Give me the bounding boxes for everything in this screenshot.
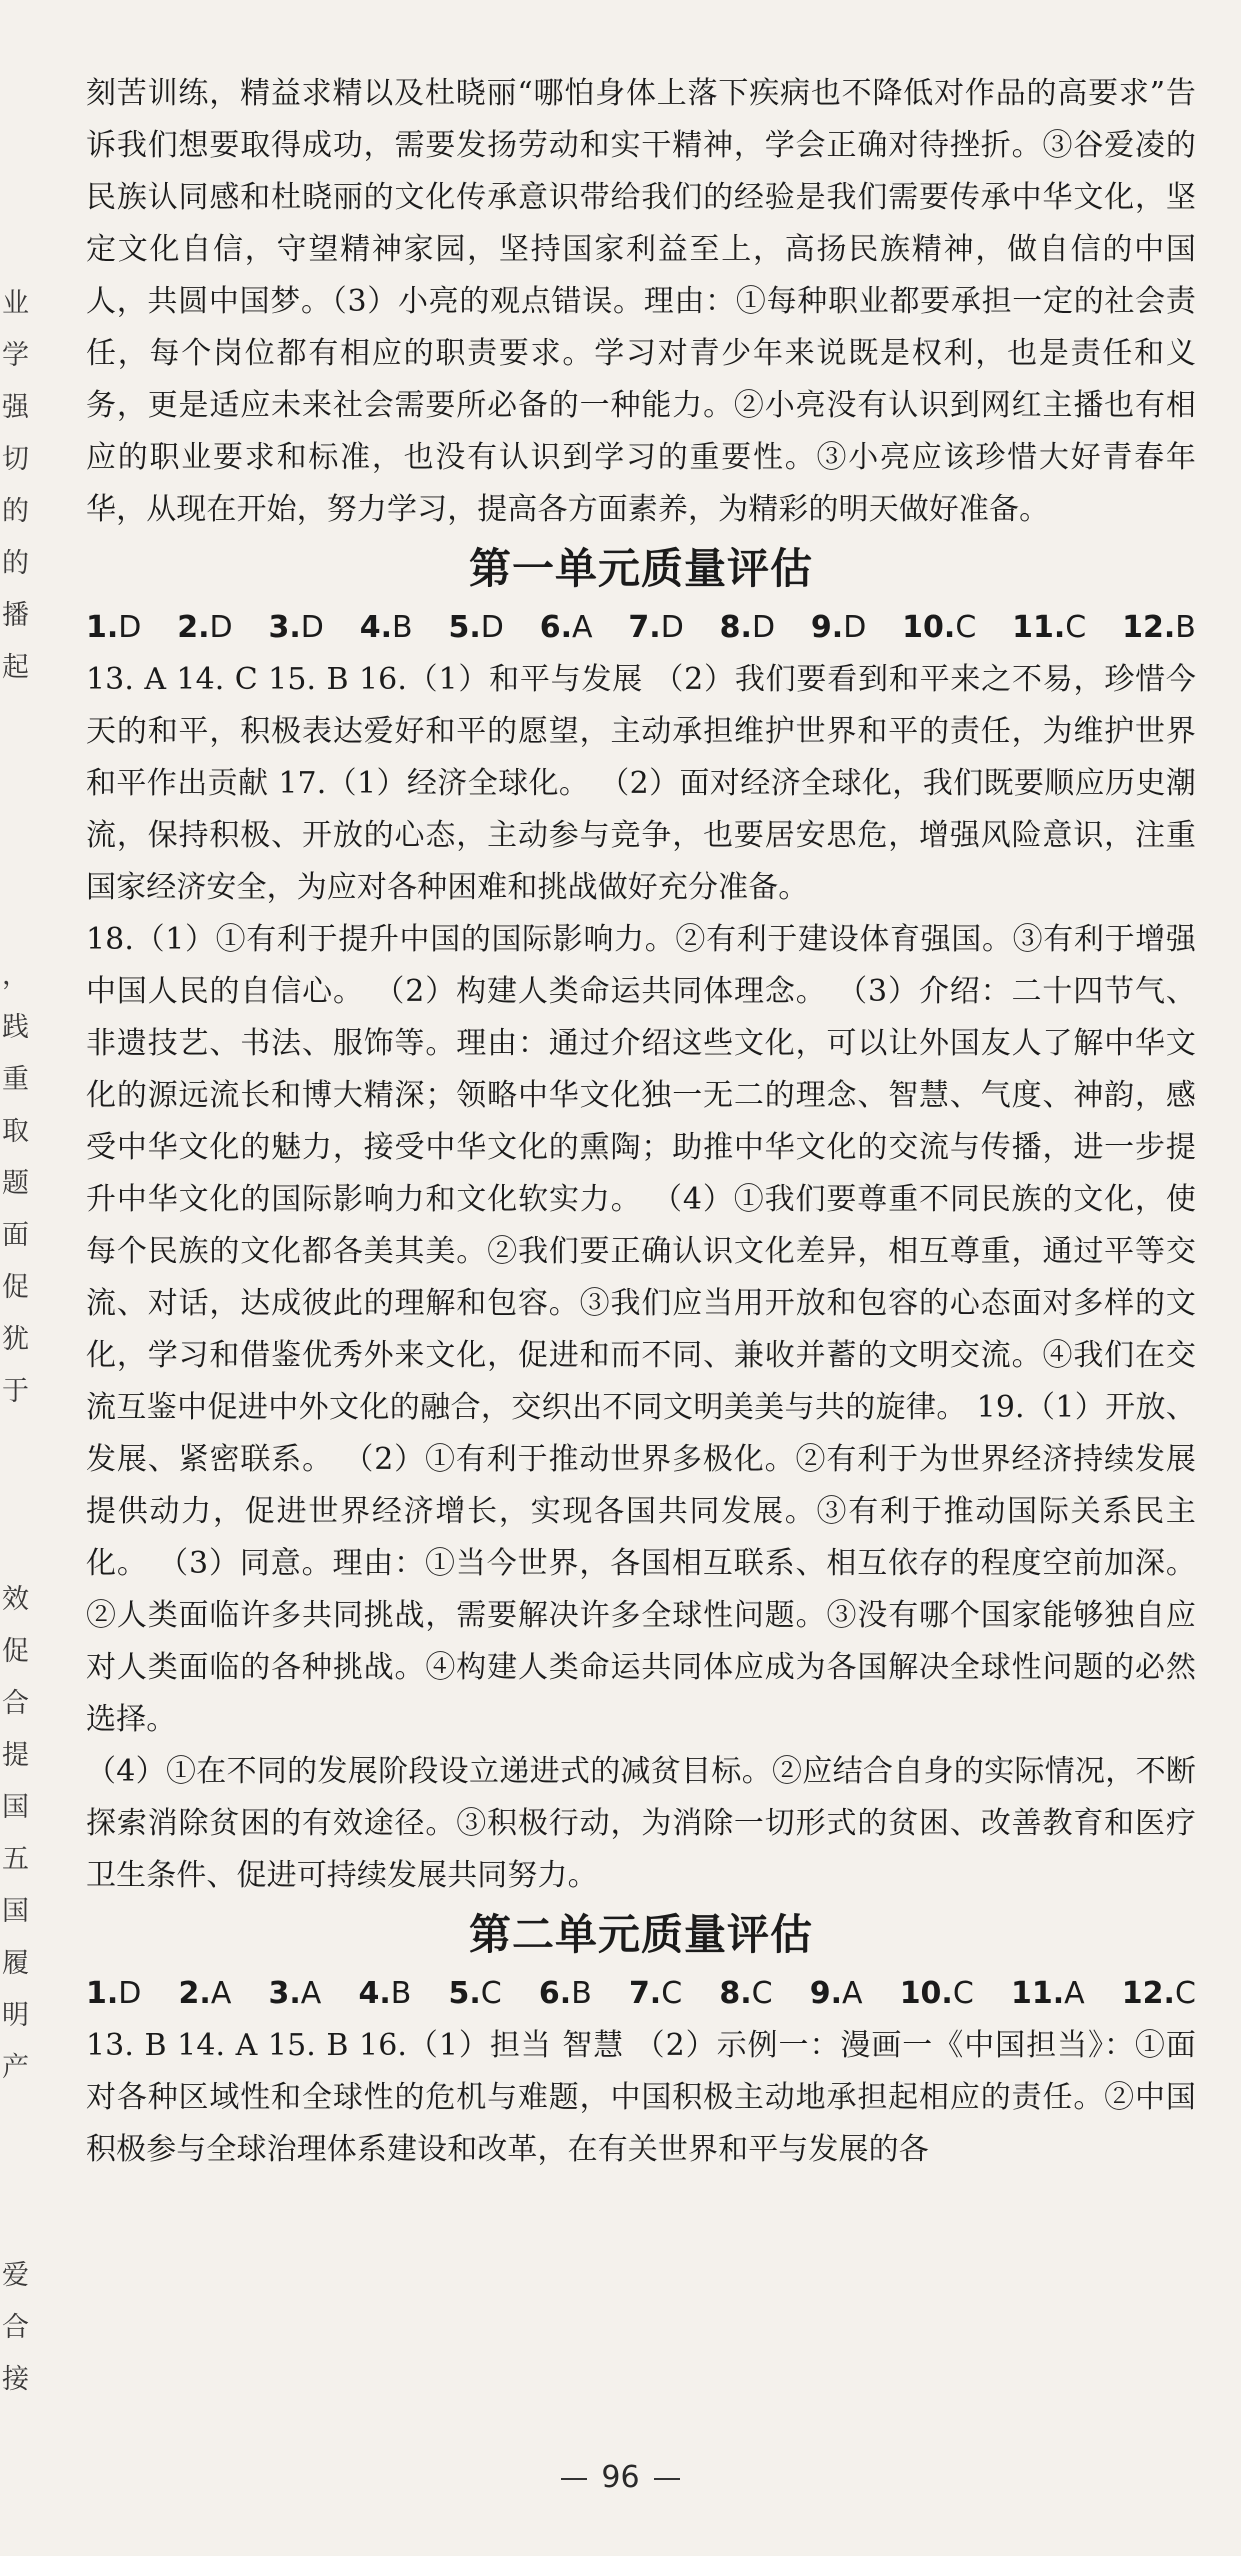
margin-char: 产 xyxy=(2,2052,29,2083)
choice-answer: 10.C xyxy=(899,1976,974,2011)
margin-char: 合 xyxy=(2,1688,29,1719)
choice-answer: 3.A xyxy=(268,1976,322,2011)
choice-answer: 1.D xyxy=(86,610,142,645)
choice-answer: 1.D xyxy=(86,1976,142,2011)
margin-char: 爱 xyxy=(2,2260,29,2291)
margin-char: 重 xyxy=(2,1064,29,1095)
margin-char: 促 xyxy=(2,1636,29,1667)
margin-char: 效 xyxy=(2,1584,29,1615)
unit2-title: 第二单元质量评估 xyxy=(468,1910,813,1959)
choice-answer: 2.A xyxy=(178,1976,232,2011)
margin-char: 促 xyxy=(2,1272,29,1303)
margin-char: 履 xyxy=(2,1948,29,1979)
unit1-answers-13-17: 13. A 14. C 15. B 16.（1）和平与发展 （2）我们要看到和平来之不易，珍惜今天的和平，积极表达爱好和平的愿望，主动承担维护世界和平的责任，为维护世界和平作出贡献 17.（1）经济全球化。 （2）面对经济全球化，我们既要顺应历史潮流，保持积极、开放的心态，主动参与竞争，也要居安思危，增强风险意识，注重国家经济安全，为应对各种困难和挑战做好充分准备。 xyxy=(86,662,1196,905)
choice-answer: 5.D xyxy=(448,610,504,645)
unit1-answer-19-4: （4）①在不同的发展阶段设立递进式的减贫目标。②应结合自身的实际情况，不断探索消除贫困的有效途径。③积极行动，为消除一切形式的贫困、改善教育和医疗卫生条件、促进可持续发展共同努力。 xyxy=(86,1754,1196,1893)
choice-answer: 12.C xyxy=(1121,1976,1196,2011)
margin-char: 题 xyxy=(2,1168,29,1199)
choice-answer: 4.B xyxy=(358,1976,412,2011)
choice-answer: 11.C xyxy=(1012,610,1087,645)
margin-char: 五 xyxy=(2,1844,29,1875)
unit1-answers-18-19: 18.（1）①有利于提升中国的国际影响力。②有利于建设体育强国。③有利于增强中国人民的自信心。 （2）构建人类命运共同体理念。 （3）介绍：二十四节气、非遗技艺、书法、服饰等。理由：通过介绍这些文化，可以让外国友人了解中华文化的源远流长和博大精深；领略中华文化独一无二的理念、智慧、气度、神韵，感受中华文化的魅力，接受中华文化的熏陶；助推中华文化的交流与传播，进一步提升中华文化的国际影响力和文化软实力。 （4）①我们要尊重不同民族的文化，使每个民族的文化都各美其美。②我们要正确认识文化差异，相互尊重，通过平等交流、对话，达成彼此的理解和包容。③我们应当用开放和包容的心态面对多样的文化，学习和借鉴优秀外来文化，促进和而不同、兼收并蓄的文明交流。④我们在交流互鉴中促进中外文化的融合，交织出不同文明美美与共的旋律。 19.（1）开放、发展、紧密联系。 （2）①有利于推动世界多极化。②有利于为世界经济持续发展提供动力，促进世界经济增长，实现各国共同发展。③有利于推动国际关系民主化。 （3）同意。理由：①当今世界，各国相互联系、相互依存的程度空前加深。②人类面临许多共同挑战，需要解决许多全球性问题。③没有哪个国家能够独自应对人类面临的各种挑战。④构建人类命运共同体应成为各国解决全球性问题的必然选择。 xyxy=(86,922,1196,1737)
margin-char: ， xyxy=(2,960,29,991)
choice-answer: 9.A xyxy=(809,1976,863,2011)
choice-answer: 7.C xyxy=(628,1976,683,2011)
margin-char: 面 xyxy=(2,1220,29,1251)
margin-char: 践 xyxy=(2,1012,29,1043)
margin-char: 犹 xyxy=(2,1324,29,1355)
margin-char: 接 xyxy=(2,2364,29,2395)
margin-char: 国 xyxy=(2,1792,29,1823)
unit2-choice-answers xyxy=(86,1968,1196,2020)
choice-answer: 10.C xyxy=(902,610,977,645)
choice-answer: 8.C xyxy=(719,1976,773,2011)
choice-answer: 6.B xyxy=(538,1976,592,2011)
answer-paragraph: 刻苦训练，精益求精以及杜晓丽“哪怕身体上落下疾病也不降低对作品的高要求”告诉我们想要取得成功，需要发扬劳动和实干精神，学会正确对待挫折。③谷爱凌的民族认同感和杜晓丽的文化传承意识带给我们的经验是我们需要传承中华文化，坚定文化自信，守望精神家园，坚持国家利益至上，高扬民族精神，做自信的中国人，共圆中国梦。（3）小亮的观点错误。理由：①每种职业都要承担一定的社会责任，每个岗位都有相应的职责要求。学习对青少年来说既是权利，也是责任和义务，更是适应未来社会需要所必备的一种能力。②小亮没有认识到网红主播也有相应的职业要求和标准，也没有认识到学习的重要性。③小亮应该珍惜大好青春年华，从现在开始，努力学习，提高各方面素养，为精彩的明天做好准备。 xyxy=(86,76,1196,527)
margin-char: 播 xyxy=(2,600,29,631)
margin-char: 取 xyxy=(2,1116,29,1147)
margin-char: 的 xyxy=(2,548,29,579)
margin-char: 明 xyxy=(2,2000,29,2031)
margin-char: 的 xyxy=(2,496,29,527)
choice-answer: 2.D xyxy=(177,610,233,645)
margin-char: 业 xyxy=(2,288,29,319)
margin-char: 学 xyxy=(2,340,29,371)
choice-answer: 6.A xyxy=(539,610,593,645)
choice-answer: 3.D xyxy=(268,610,324,645)
choice-answer: 5.C xyxy=(448,1976,502,2011)
unit2-answers-13-16: 13. B 14. A 15. B 16.（1）担当 智慧 （2）示例一：漫画一《中国担当》：①面对各种区域性和全球性的危机与难题，中国积极主动地承担起相应的责任。②中国积极参与全球治理体系建设和改革，在有关世界和平与发展的各 xyxy=(86,2028,1196,2167)
margin-char: 合 xyxy=(2,2312,29,2343)
page-number: 96 xyxy=(0,2460,1241,2495)
margin-char: 强 xyxy=(2,392,29,423)
main-content xyxy=(86,68,1196,2176)
margin-char: 国 xyxy=(2,1896,29,1927)
margin-char: 起 xyxy=(2,652,29,683)
margin-char: 于 xyxy=(2,1376,29,1407)
unit1-title: 第一单元质量评估 xyxy=(468,544,813,593)
choice-answer: 8.D xyxy=(719,610,776,645)
choice-answer: 7.D xyxy=(628,610,684,645)
margin-char: 提 xyxy=(2,1740,29,1771)
choice-answer: 12.B xyxy=(1122,610,1196,645)
choice-answer: 9.D xyxy=(810,610,867,645)
margin-char: 切 xyxy=(2,444,29,475)
unit1-choice-answers xyxy=(86,602,1196,654)
choice-answer: 11.A xyxy=(1010,1976,1085,2011)
choice-answer: 4.B xyxy=(359,610,413,645)
